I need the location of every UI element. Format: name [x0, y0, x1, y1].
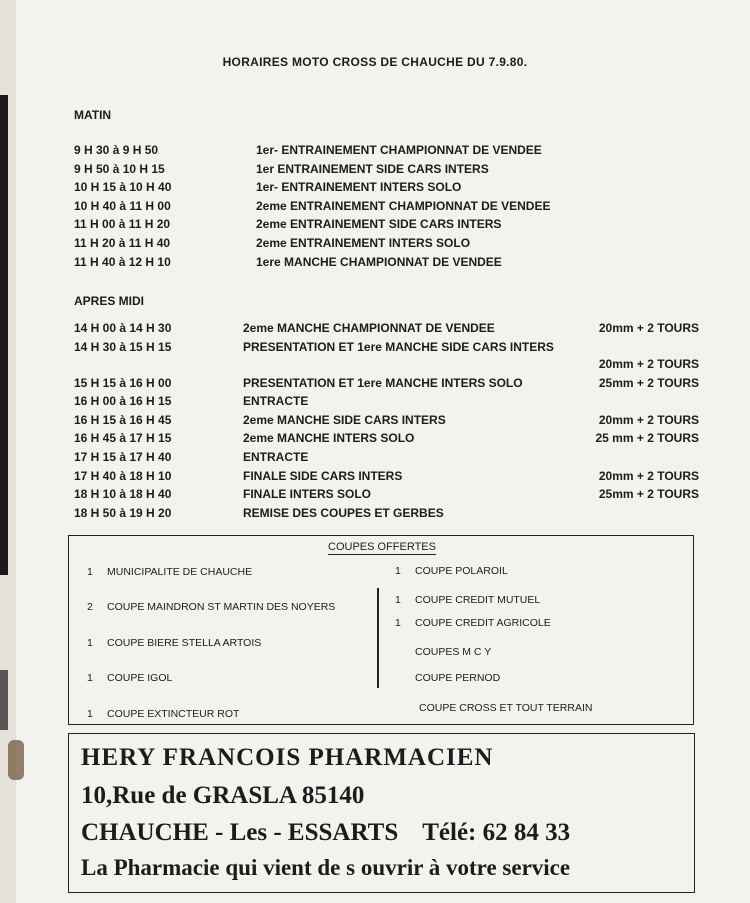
- time-slot: 9 H 30 à 9 H 50: [74, 143, 159, 157]
- race-duration: 20mm + 2 TOURS: [598, 412, 699, 427]
- time-slot: 18 H 50 à 19 H 20: [74, 505, 172, 520]
- event-description: 1er- ENTRAINEMENT INTERS SOLO: [256, 180, 462, 195]
- town-name: CHAUCHE - Les - ESSARTS: [81, 819, 399, 846]
- column-divider: [377, 588, 379, 688]
- time-slot: 10 H 15 à 10 H 40: [74, 180, 172, 195]
- event-description: PRESENTATION ET 1ere MANCHE INTERS SOLO: [243, 375, 523, 390]
- schedule-row: [74, 394, 699, 413]
- cups-box: [68, 535, 694, 725]
- race-duration: 20mm + 2 TOURS: [598, 356, 699, 371]
- event-description: 1er- ENTRAINEMENT CHAMPIONNAT DE VENDEE: [256, 143, 542, 157]
- schedule-row: [74, 340, 699, 376]
- pharmacist-name: HERY FRANCOIS PHARMACIEN: [81, 744, 494, 771]
- afternoon-heading: APRES MIDI: [74, 294, 145, 308]
- time-slot: 17 H 40 à 18 H 10: [74, 468, 172, 483]
- event-description: 2eme MANCHE CHAMPIONNAT DE VENDEE: [243, 321, 495, 335]
- schedule-row: [74, 255, 699, 274]
- time-slot: 16 H 45 à 17 H 15: [74, 431, 172, 446]
- time-slot: 10 H 40 à 11 H 00: [74, 198, 171, 213]
- event-description: FINALE INTERS SOLO: [243, 487, 372, 502]
- event-description: 2eme ENTRAINEMENT SIDE CARS INTERS: [256, 217, 502, 232]
- street-address: 10,Rue de GRASLA 85140: [81, 782, 365, 809]
- time-slot: 16 H 15 à 16 H 45: [74, 412, 172, 427]
- event-description: 2eme MANCHE INTERS SOLO: [243, 431, 415, 446]
- time-slot: 18 H 10 à 18 H 40: [74, 487, 172, 502]
- time-slot: 11 H 20 à 11 H 40: [74, 235, 171, 250]
- morning-heading: MATIN: [74, 108, 112, 122]
- schedule-row: [74, 143, 699, 162]
- time-slot: 16 H 00 à 16 H 15: [74, 394, 172, 409]
- time-slot: 14 H 30 à 15 H 15: [74, 339, 172, 354]
- town-line: [81, 819, 570, 847]
- schedule-row: [74, 321, 699, 340]
- schedule-row: [74, 162, 699, 181]
- event-description: ENTRACTE: [243, 449, 309, 464]
- event-description: 1er ENTRAINEMENT SIDE CARS INTERS: [256, 161, 489, 176]
- time-slot: 17 H 15 à 17 H 40: [74, 449, 172, 464]
- schedule-row: [74, 469, 699, 488]
- document-title: HORAIRES MOTO CROSS DE CHAUCHE DU 7.9.80.: [222, 55, 528, 69]
- schedule-row: [74, 413, 699, 432]
- stain-mark: [8, 740, 24, 780]
- cup-item: 1 COUPE CREDIT MUTUEL: [395, 594, 541, 606]
- event-description: ENTRACTE: [243, 394, 309, 409]
- cup-item: 1 MUNICIPALITE DE CHAUCHE: [87, 566, 253, 578]
- event-description: 2eme ENTRAINEMENT INTERS SOLO: [256, 235, 471, 250]
- schedule-row: [74, 506, 699, 525]
- event-description: 2eme MANCHE SIDE CARS INTERS: [243, 412, 446, 427]
- schedule-row: [74, 431, 699, 450]
- cup-item: COUPE CROSS ET TOUT TERRAIN: [419, 702, 593, 714]
- cup-item: 1 COUPE EXTINCTEUR ROT: [87, 708, 240, 720]
- race-duration: 25mm + 2 TOURS: [598, 375, 699, 390]
- binding-strip: [0, 670, 8, 730]
- binding-strip: [0, 95, 8, 575]
- schedule-row: [74, 236, 699, 255]
- schedule-row: [74, 180, 699, 199]
- cup-item: COUPES M C Y: [415, 646, 492, 658]
- cup-item: 2 COUPE MAINDRON ST MARTIN DES NOYERS: [87, 601, 336, 613]
- cup-item: 1 COUPE CREDIT AGRICOLE: [395, 617, 551, 629]
- afternoon-schedule: [74, 321, 699, 524]
- schedule-row: [74, 450, 699, 469]
- event-description: 1ere MANCHE CHAMPIONNAT DE VENDEE: [256, 254, 502, 269]
- phone-number: Télé: 62 84 33: [422, 819, 571, 846]
- race-duration: 20mm + 2 TOURS: [598, 321, 699, 335]
- cup-item: 1 COUPE IGOL: [87, 672, 173, 684]
- schedule-row: [74, 376, 699, 395]
- event-description: PRESENTATION ET 1ere MANCHE SIDE CARS INTERS: [243, 339, 554, 354]
- race-duration: 25 mm + 2 TOURS: [595, 431, 699, 446]
- cups-title: COUPES OFFERTES: [328, 541, 436, 553]
- event-description: FINALE SIDE CARS INTERS: [243, 468, 403, 483]
- cup-item: COUPE PERNOD: [415, 672, 501, 684]
- time-slot: 15 H 15 à 16 H 00: [74, 375, 172, 390]
- cup-item: 1 COUPE BIERE STELLA ARTOIS: [87, 637, 262, 649]
- cup-item: 1 COUPE POLAROIL: [395, 565, 508, 577]
- race-duration: 25mm + 2 TOURS: [598, 487, 699, 502]
- schedule-row: [74, 199, 699, 218]
- time-slot: 11 H 00 à 11 H 20: [74, 217, 171, 232]
- pharmacy-slogan: La Pharmacie qui vient de s ouvrir à votre service: [81, 855, 571, 880]
- race-duration: 20mm + 2 TOURS: [598, 468, 699, 483]
- time-slot: 14 H 00 à 14 H 30: [74, 321, 172, 335]
- event-description: REMISE DES COUPES ET GERBES: [243, 505, 444, 520]
- time-slot: 11 H 40 à 12 H 10: [74, 254, 171, 269]
- event-description: 2eme ENTRAINEMENT CHAMPIONNAT DE VENDEE: [256, 198, 551, 213]
- pharmacy-advert: [68, 733, 695, 893]
- time-slot: 9 H 50 à 10 H 15: [74, 161, 165, 176]
- schedule-row: [74, 487, 699, 506]
- morning-schedule: [74, 143, 699, 273]
- schedule-row: [74, 217, 699, 236]
